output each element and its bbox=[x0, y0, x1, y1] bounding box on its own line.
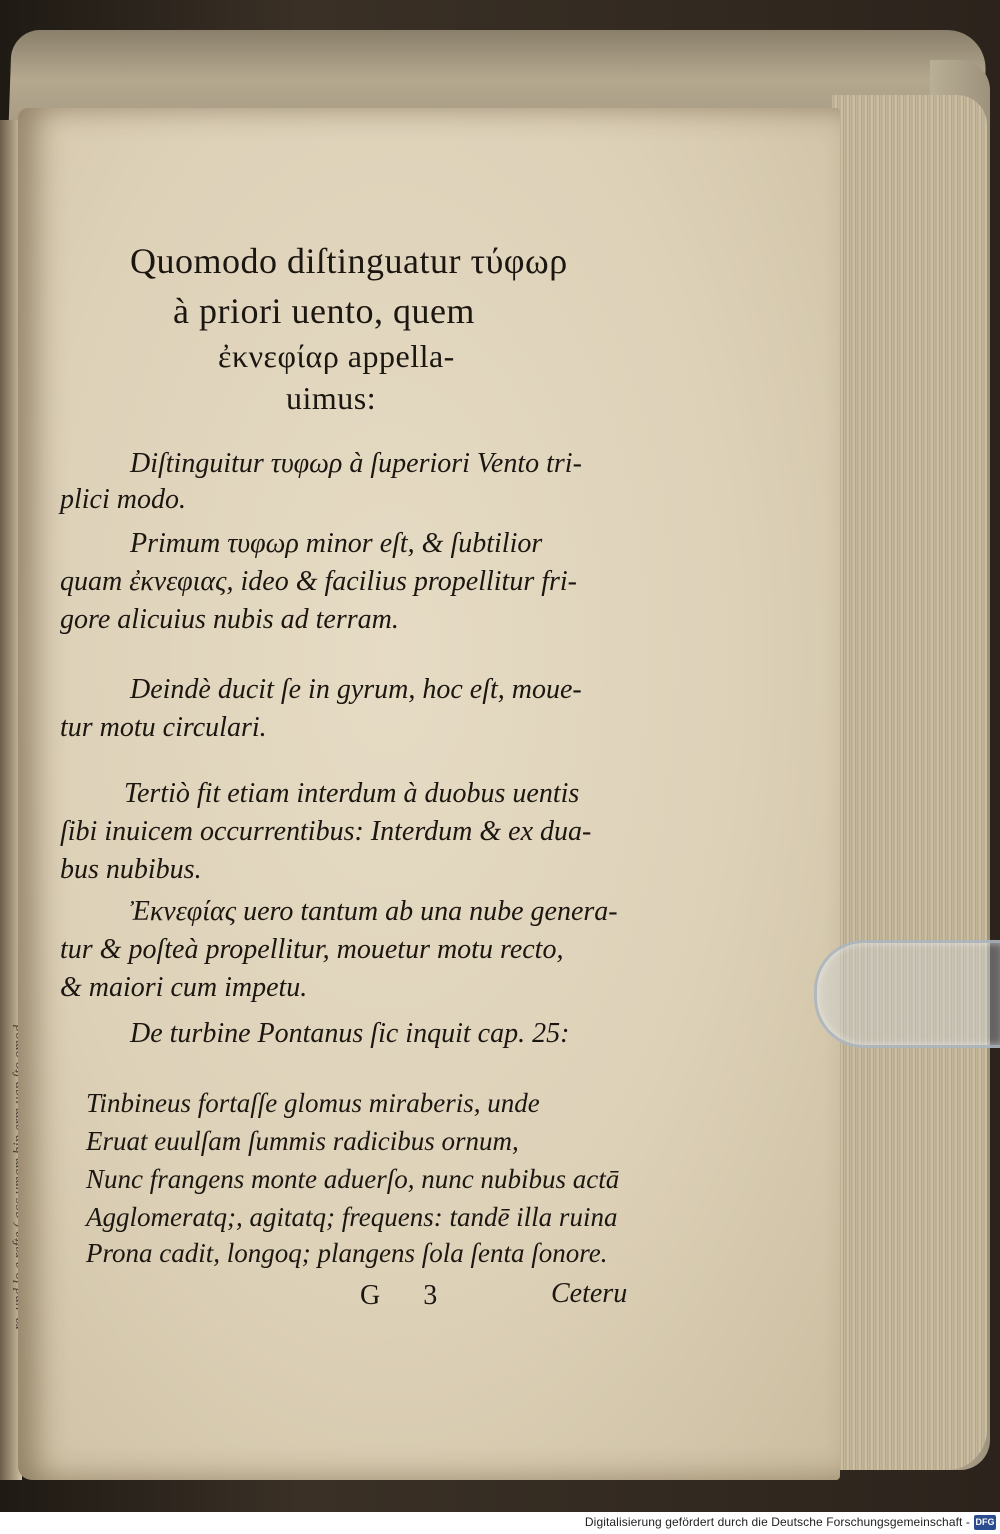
catchword: Ceteru bbox=[551, 1278, 628, 1309]
credit-text: Digitalisierung gefördert durch die Deutsche Forschungsgemeinschaft - bbox=[584, 1515, 970, 1529]
heading-line-1: Quomodo diſtinguatur τύφωρ bbox=[130, 241, 568, 281]
dfg-logo-icon: DFG bbox=[974, 1515, 996, 1530]
paragraph-3-line-2: tur motu circulari. bbox=[60, 712, 267, 743]
paragraph-2-line-3: gore alicuius nubis ad terram. bbox=[60, 604, 399, 635]
paragraph-5-line-3: & maiori cum impetu. bbox=[60, 972, 308, 1003]
paragraph-2-line-2: quam ἐκνεφιας, ideo & facilius propellitur fri- bbox=[60, 566, 577, 597]
book-page bbox=[18, 108, 840, 1480]
paragraph-2-line-1: Primum τυφωρ minor eſt, & ſubtilior bbox=[130, 528, 543, 559]
paragraph-4-line-2: ſibi inuicem occurrentibus: Interdum & ex dua- bbox=[60, 816, 592, 847]
signature-mark: G 3 bbox=[360, 1280, 456, 1311]
paragraph-1-line-2: plici modo. bbox=[60, 484, 186, 515]
verse-line-4: Agglomeratq;, agitatq; frequens: tandē illa ruina bbox=[86, 1202, 618, 1232]
credit-footer bbox=[0, 1512, 1000, 1534]
verse-line-1: Tinbineus fortaſſe glomus miraberis, unde bbox=[86, 1088, 540, 1118]
heading-line-4: uimus: bbox=[286, 380, 377, 416]
paragraph-6-line-1: De turbine Pontanus ſic inquit cap. 25: bbox=[130, 1018, 570, 1049]
page-fore-edge bbox=[832, 95, 987, 1470]
heading-line-3: ἐκνεφίαρ appella- bbox=[218, 338, 455, 374]
paragraph-4-line-1: Tertiò fit etiam interdum à duobus uentis bbox=[124, 778, 580, 809]
paragraph-3-line-1: Deindè ducit ſe in gyrum, hoc eſt, moue- bbox=[130, 674, 582, 705]
paragraph-5-line-2: tur & poſteà propellitur, mouetur motu recto, bbox=[60, 934, 564, 965]
paragraph-4-line-3: bus nubibus. bbox=[60, 854, 202, 885]
paragraph-1-line-1: Diſtinguitur τυφωρ à ſuperiori Vento tri- bbox=[130, 448, 582, 479]
page-clip bbox=[814, 940, 1000, 1048]
paragraph-5-line-1: Ἐκνεφίας uero tantum ab una nube genera- bbox=[130, 896, 618, 927]
heading-line-2: à priori uento, quem bbox=[173, 291, 475, 331]
verse-line-2: Eruat euulſam ſummis radicibus ornum, bbox=[86, 1126, 519, 1156]
verse-line-5: Prona cadit, longoq; plangens ſola ſenta ſonore. bbox=[86, 1238, 608, 1268]
verse-line-3: Nunc frangens monte aduerſo, nunc nubibus actā bbox=[86, 1164, 620, 1194]
